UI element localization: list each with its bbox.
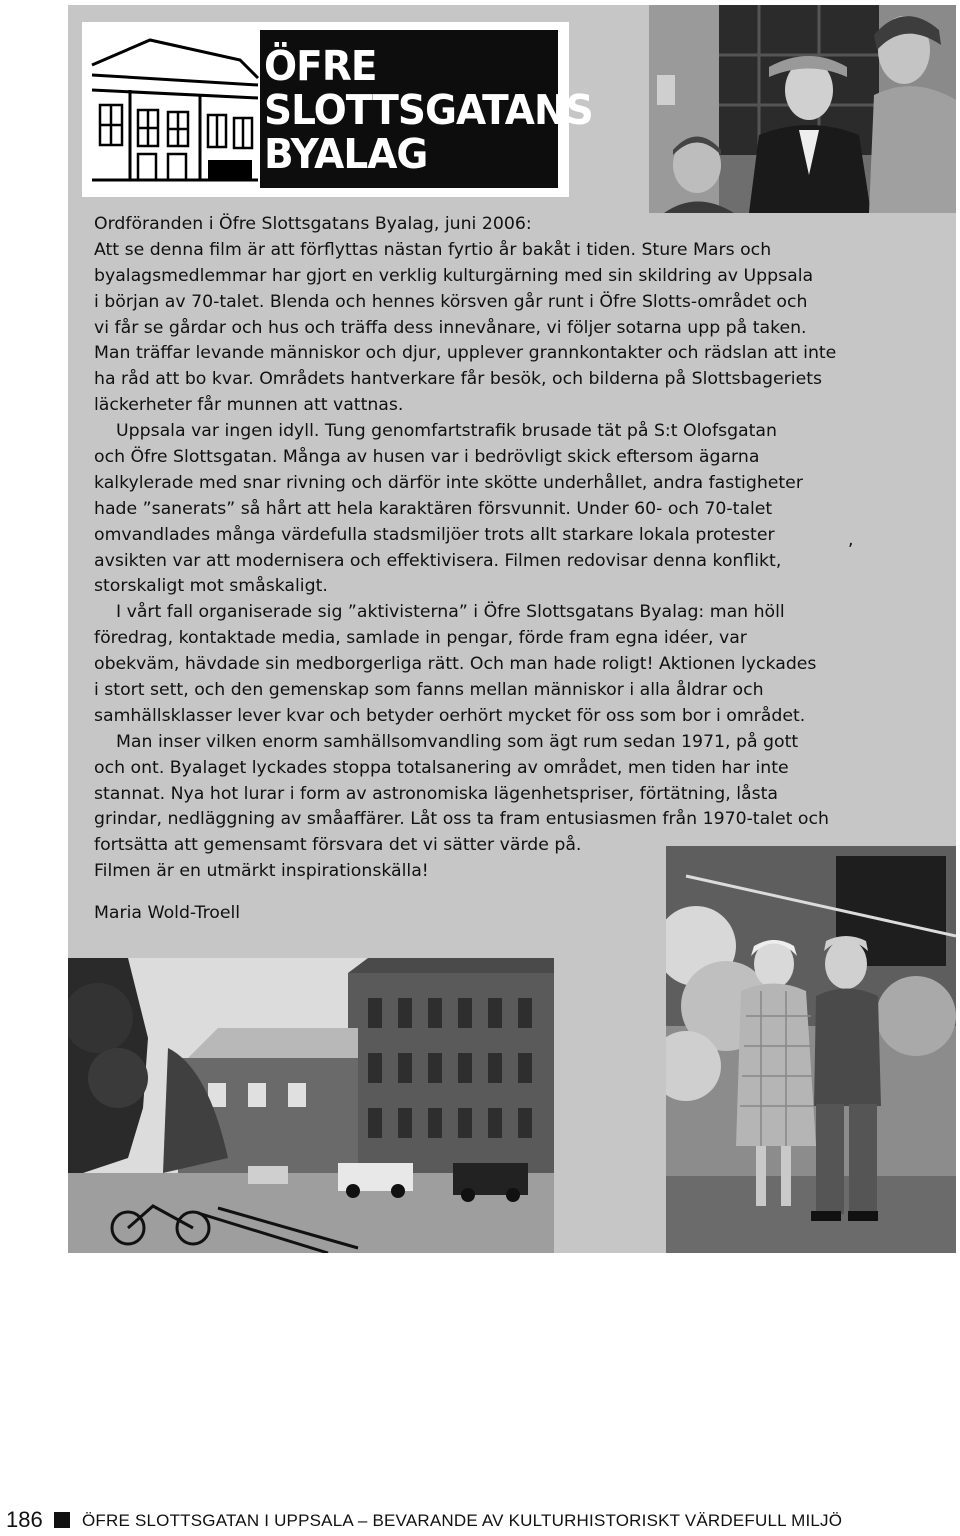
body-line: i stort sett, och den gemenskap som fanns mellan människor i alla åldrar och xyxy=(94,680,764,701)
body-line: läckerheter får munnen att vattnas. xyxy=(94,395,404,416)
logo-line-3: BYALAG xyxy=(264,130,428,178)
footer-square-icon xyxy=(54,1512,70,1528)
body-line: Filmen är en utmärkt inspirationskälla! xyxy=(94,861,429,882)
body-line: Man inser vilken enorm samhällsomvandling som ägt rum sedan 1971, på gott xyxy=(116,731,799,752)
stray-comma: , xyxy=(848,530,854,550)
body-line: Att se denna film är att förflyttas nästan fyrtio år bakåt i tiden. Sture Mars och xyxy=(94,239,772,260)
body-line: obekväm, hävdade sin medborgerliga rätt. Och man hade roligt! Aktionen lyckades xyxy=(94,654,817,675)
page-footer xyxy=(0,1506,960,1536)
photo-elderly-couple xyxy=(666,846,956,1253)
body-line: och Öfre Slottsgatan. Många av husen var i bedrövligt skick eftersom ägarna xyxy=(94,447,760,468)
body-line: fortsätta att gemensamt försvara det vi sätter värde på. xyxy=(94,835,582,856)
photo-people-gathering xyxy=(649,5,956,213)
body-line: Uppsala var ingen idyll. Tung genomfartstrafik brusade tät på S:t Olofsgatan xyxy=(116,421,777,442)
body-line: hade ”sanerats” så hårt att hela karaktären försvunnit. Under 60- och 70-talet xyxy=(94,498,773,519)
body-line: byalagsmedlemmar har gjort en verklig kulturgärning med sin skildring av Uppsala xyxy=(94,265,814,286)
body-line: avsikten var att modernisera och effektivisera. Filmen redovisar denna konflikt, xyxy=(94,550,782,571)
body-line: kalkylerade med snar rivning och därför inte skötte underhållet, andra fastigheter xyxy=(94,472,803,493)
footer-title: ÖFRE SLOTTSGATAN I UPPSALA – BEVARANDE AV KULTURHISTORISKT VÄRDEFULL MILJÖ xyxy=(82,1511,843,1530)
body-line: I vårt fall organiserade sig ”aktivisterna” i Öfre Slottsgatans Byalag: man höll xyxy=(116,602,785,623)
body-line: vi får se gårdar och hus och träffa dess innevånare, vi följer sotarna upp på taken. xyxy=(94,317,807,338)
photo-brick-building xyxy=(68,958,554,1253)
body-line: Man träffar levande människor och djur, upplever grannkontakter och rädslan att inte xyxy=(94,343,837,364)
body-line: föredrag, kontaktade media, samlade in pengar, förde fram egna idéer, var xyxy=(94,628,747,649)
body-line: ha råd att bo kvar. Områdets hantverkare får besök, och bilderna på Slottsbageriets xyxy=(94,369,822,390)
signature: Maria Wold-Troell xyxy=(94,903,241,923)
body-line: samhällsklasser lever kvar och betyder oerhört mycket för oss som bor i området. xyxy=(94,705,806,726)
logo-house-drawing xyxy=(90,30,260,188)
page-number: 186 xyxy=(6,1507,43,1532)
article-body xyxy=(94,212,874,885)
body-line: storskaligt mot småskaligt. xyxy=(94,576,328,597)
body-line: omvandlades många värdefulla stadsmiljöer trots allt starkare lokala protester xyxy=(94,524,775,545)
body-line: grindar, nedläggning av småaffärer. Låt oss ta fram entusiasmen från 1970-talet och xyxy=(94,809,829,830)
body-line: stannat. Nya hot lurar i form av astronomiska lägenhetspriser, förtätning, låsta xyxy=(94,783,778,804)
body-line: Ordföranden i Öfre Slottsgatans Byalag, juni 2006: xyxy=(94,214,532,234)
logo-line-2: SLOTTSGATANS xyxy=(264,86,593,134)
body-line: och ont. Byalaget lyckades stoppa totalsanering av området, men tiden har inte xyxy=(94,757,789,778)
logo-line-1: ÖFRE xyxy=(264,42,377,90)
body-line: i början av 70-talet. Blenda och hennes körsven går runt i Öfre Slotts-området och xyxy=(94,291,808,312)
logo-text xyxy=(264,42,593,178)
